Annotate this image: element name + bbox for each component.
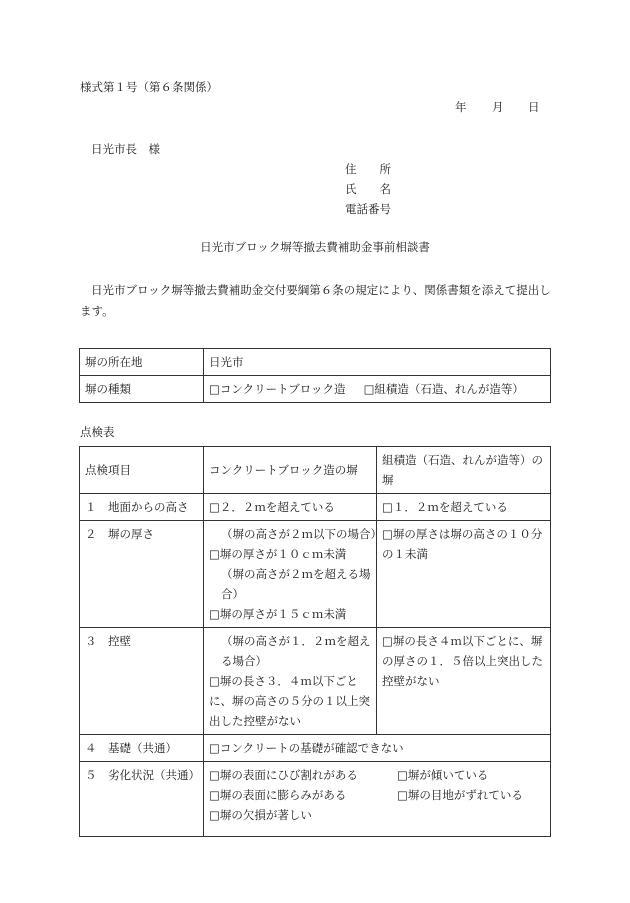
header-item: 点検項目 xyxy=(80,447,204,494)
foundation-checkbox[interactable]: □コンクリートの基礎が確認できない xyxy=(204,735,551,762)
height-masonry-checkbox[interactable]: □１．２ｍを超えている xyxy=(377,494,551,521)
header-block: コンクリートブロック造の塀 xyxy=(204,447,377,494)
info-row-location xyxy=(80,349,551,376)
damage-checkbox[interactable]: □塀の欠損が著しい xyxy=(209,808,312,822)
bulge-checkbox[interactable]: □塀の表面に膨らみがある xyxy=(209,788,347,802)
crack-checkbox[interactable]: □塀の表面にひび割れがある xyxy=(209,768,358,782)
applicant-address-label: 住 所 xyxy=(345,162,391,176)
location-value: 日光市 xyxy=(204,349,551,376)
checklist-row-foundation xyxy=(80,735,551,762)
buttress-masonry-checkbox[interactable]: □塀の長さ４ｍ以下ごとに、塀の厚さの１．５倍以上突出した控壁がない xyxy=(377,628,551,735)
deterioration-cell xyxy=(204,762,551,837)
document-title: 日光市ブロック塀等撤去費補助金事前相談書 xyxy=(200,240,430,254)
body-text: 日光市ブロック塀等撤去費補助金交付要綱第６条の規定により、関係書類を添えて提出します。 xyxy=(80,283,551,318)
type-option-block-checkbox[interactable]: □コンクリートブロック造 xyxy=(209,382,346,396)
thickness-block-cell xyxy=(204,521,382,628)
checklist-row-height xyxy=(80,494,551,521)
addressee: 日光市長 様 xyxy=(91,142,160,156)
condition-note: （塀の高さが２ｍを超える場合） xyxy=(221,567,371,601)
thickness-15cm-checkbox[interactable]: □塀の厚さが１５ｃｍ未満 xyxy=(209,607,347,621)
buttress-block-cell xyxy=(204,628,377,735)
checklist-row-buttress xyxy=(80,628,551,735)
info-row-type xyxy=(80,376,551,403)
buttress-block-checkbox[interactable]: □塀の長さ３．４ｍ以下ごとに、塀の高さの５分の１以上突出した控壁がない xyxy=(209,674,370,728)
condition-note: （塀の高さが１．２ｍを超える場合） xyxy=(221,634,371,668)
type-value xyxy=(204,376,551,403)
row-item-label: ５ 劣化状況（共通） xyxy=(80,762,204,837)
type-option-masonry-checkbox[interactable]: □組積造（石造、れんが造等） xyxy=(363,382,524,396)
height-block-checkbox[interactable]: □２．２ｍを超えている xyxy=(204,494,377,521)
location-label: 塀の所在地 xyxy=(80,349,204,376)
row-item-label: ４ 基礎（共通） xyxy=(80,735,204,762)
row-item-label: １ 地面からの高さ xyxy=(80,494,204,521)
joint-shift-checkbox[interactable]: □塀の目地がずれている xyxy=(397,788,523,802)
checklist-row-deterioration xyxy=(80,762,551,837)
header-masonry: 組積造（石造、れんが造等）の塀 xyxy=(377,447,551,494)
thickness-10cm-checkbox[interactable]: □塀の厚さが１０ｃｍ未満 xyxy=(209,547,347,561)
applicant-phone-label: 電話番号 xyxy=(345,202,391,216)
tilt-checkbox[interactable]: □塀が傾いている xyxy=(397,768,489,782)
form-number: 様式第１号（第６条関係） xyxy=(80,80,218,94)
checklist-table xyxy=(79,446,551,837)
applicant-name-label: 氏 名 xyxy=(345,182,391,196)
date-day: 日 xyxy=(528,100,540,114)
checklist-header-row xyxy=(80,447,551,494)
date-year: 年 xyxy=(455,100,467,114)
checklist-heading: 点検表 xyxy=(80,425,115,439)
row-item-label: ２ 塀の厚さ xyxy=(80,521,204,628)
checklist-row-thickness xyxy=(80,521,551,628)
type-label: 塀の種類 xyxy=(80,376,204,403)
thickness-masonry-checkbox[interactable]: □塀の厚さは塀の高さの１０分の１未満 xyxy=(377,521,551,628)
date-month: 月 xyxy=(492,100,504,114)
condition-note: （塀の高さが２ｍ以下の場合） xyxy=(221,527,382,541)
info-table xyxy=(79,348,551,403)
row-item-label: ３ 控壁 xyxy=(80,628,204,735)
